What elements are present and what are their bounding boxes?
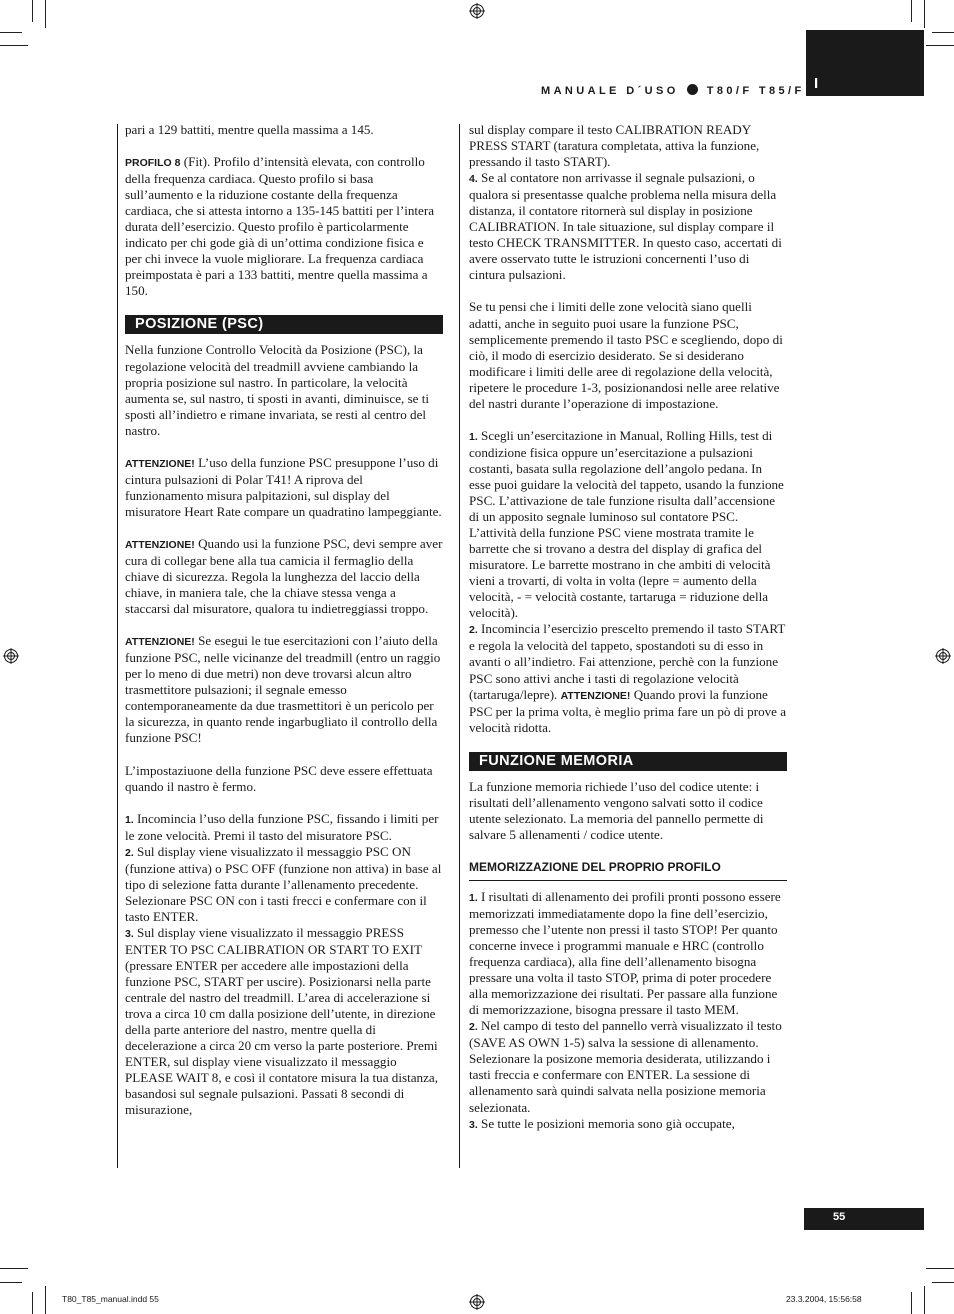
footer-date: 23.3.2004, 15:56:58 — [786, 1294, 862, 1304]
registration-mark-icon — [935, 648, 951, 664]
crop-mark — [932, 1282, 954, 1283]
step-paragraph: 3. Se tutte le posizioni memoria sono già occupate, — [469, 1115, 735, 1131]
warning-label: ATTENZIONE! — [125, 538, 195, 551]
warning-label: ATTENZIONE! — [125, 457, 195, 470]
step-number: 1. — [125, 813, 134, 826]
left-column — [125, 122, 443, 1118]
language-tab — [806, 30, 924, 96]
header-manual-title: MANUALE D´USO — [541, 85, 679, 97]
crop-mark — [932, 32, 954, 33]
paragraph: L’impostaziuone della funzione PSC deve essere effettuata quando il nastro è fermo. — [125, 762, 433, 794]
warning-paragraph: ATTENZIONE! Se esegui le tue esercitazioni con l’aiuto della funzione PSC, nelle vicinanze del treadmill (entro un raggio per lo meno di due metri) non deve trovarsi alcun altro trasmettitore pulsazioni; il segnale emesso contemporaneamente da due trasmettitori è un pericolo per la sicurezza, in quanto rende ingarbugliato il controllo della funzione PSC! — [125, 633, 441, 746]
step-paragraph: 1. Scegli un’esercitazione in Manual, Rolling Hills, test di condizione fisica oppure un’esercitazione a pulsazioni costanti, basata sulla regolazione dell’angolo pedana. In esse puoi guidare la velocità del tappeto, usando la funzione PSC. L’attivazione de tale funzione risulta dall’accensione di un apposito segnale luminoso sul contatore PSC. L’attività della funzione PSC viene mostrata tramite le barrette che si trovano a destra del display di grafica del misuratore. Le barrette mostrano in che ambiti di velocità vieni a trovarti, di volta in volta (lepre = aumento della velocità, - = velocità costante, tartaruga = riduzione della velocità). — [469, 427, 784, 621]
footer-file: T80_T85_manual.indd 55 — [62, 1294, 159, 1304]
step-paragraph: 1. Incomincia l’uso della funzione PSC, fissando i limiti per le zone velocità. Premi il tasto del misuratore PSC. — [125, 810, 439, 843]
paragraph: sul display compare il testo CALIBRATION READY PRESS START (taratura completata, attiva la funzione, pressando il tasto START). — [469, 122, 760, 170]
step-number: 4. — [469, 173, 478, 186]
step-number: 2. — [125, 846, 134, 859]
step-number: 3. — [125, 927, 134, 940]
crop-mark — [0, 32, 22, 33]
paragraph: La funzione memoria richiede l’uso del codice utente: i risultati dell’allenamento vengono salvati sotto il codice utente selezionato. La memoria del pannello permette di salvare 5 allenamenti / codice utente. — [469, 778, 764, 842]
crop-mark — [926, 45, 954, 46]
step-number: 1. — [469, 891, 478, 904]
step-number: 2. — [469, 1021, 478, 1034]
crop-mark — [32, 0, 33, 22]
registration-mark-icon — [469, 1294, 485, 1310]
section-heading-psc: POSIZIONE (PSC) — [125, 315, 443, 334]
crop-mark — [911, 0, 912, 22]
step-number: 3. — [469, 1118, 478, 1131]
column-rule — [117, 124, 118, 1168]
paragraph: Nella funzione Controllo Velocità da Posizione (PSC), la regolazione velocità del treadmill avviene cambiando la propria posizione sul nastro. In particolare, la velocità aumenta se, sul nastro, ti sposti in avanti, diminuisce, se ti sposti all’indietro e rimane invariata, se resti al centro del nastro. — [125, 342, 430, 438]
crop-mark — [32, 1292, 33, 1314]
column-rule — [459, 124, 460, 1168]
crop-mark — [0, 1268, 28, 1269]
paragraph: pari a 129 battiti, mentre quella massima a 145. — [125, 122, 374, 137]
crop-mark — [911, 1292, 912, 1314]
registration-mark-icon — [3, 648, 19, 664]
step-paragraph: 2. Incomincia l’esercizio prescelto premendo il tasto START e regola la velocità del tappeto, spostandoti su di esso in avanti o all’indietro. Fai attenzione, perchè con la funzione PSC sono attivi anche i tasti di regolazione velocità (tartaruga/lepre). ATTENZIONE! Quando provi la funzione PSC per la prima volta, è meglio prima fare un pò di prove a velocità ridotta. — [469, 621, 787, 735]
page-number-box — [804, 1208, 924, 1230]
step-paragraph: 2. Nel campo di testo del pannello verrà visualizzato il testo (SAVE AS OWN 1-5) salva la sessione di allenamento. Selezionare la posizone memoria desiderata, utilizzando i tasti freccia e confermare con ENTER. La sessione di allenamento sarà quindi salvata nella posizione memoria selezionata. — [469, 1018, 782, 1115]
subheading-memorizzazione: MEMORIZZAZIONE DEL PROPRIO PROFILO — [469, 859, 787, 881]
crop-mark — [924, 0, 925, 28]
warning-paragraph: ATTENZIONE! L’uso della funzione PSC presuppone l’uso di cintura pulsazioni di Polar T41! A riprova del funzionamento misura palpitazioni, sul display del misuratore Heart Rate compare un quadratino lampeggiante. — [125, 454, 442, 519]
step-paragraph: 1. I risultati di allenamento dei profili pronti possono essere memorizzati immediatamente dopo la fine dell’esercizio, premesso che l’utente non pressi il tasto STOP! Per quanto concerne invece i programmi manuale e HRC (controllo frequenza cardiaca), alla fine dell’allenamento bisogna pressare una volta il tasto STOP, prima di poter procedere alla memorizzazione dei risultati. Per passare alla funzione di memorizzazione, bisogna pressare il tasto MEM. — [469, 888, 781, 1018]
running-header — [541, 84, 805, 97]
crop-mark — [45, 1286, 46, 1314]
registration-mark-icon — [469, 3, 485, 19]
language-tab-letter: I — [814, 75, 819, 92]
bullet-icon — [687, 84, 698, 95]
page-number: 55 — [833, 1211, 846, 1223]
warning-label: ATTENZIONE! — [560, 689, 631, 702]
header-models: T80/F T85/F — [706, 85, 805, 97]
warning-label: ATTENZIONE! — [125, 636, 195, 649]
step-number: 1. — [469, 430, 478, 443]
warning-paragraph: ATTENZIONE! Quando usi la funzione PSC, devi sempre aver cura di collegar bene alla tua camicia il fermaglio della chiave di sicurezza. Regola la lunghezza del laccio della chiave, in maniera tale, che la chiave stessa venga a staccarsi dal misuratore, qualora tu indietreggiassi troppo. — [125, 535, 443, 617]
crop-mark — [0, 1282, 22, 1283]
profile-label: PROFILO 8 — [125, 157, 181, 170]
crop-mark — [924, 1286, 925, 1314]
crop-mark — [45, 0, 46, 28]
right-column — [469, 122, 787, 1133]
step-paragraph: 2. Sul display viene visualizzato il messaggio PSC ON (funzione attiva) o PSC OFF (funzione non attiva) in base al tipo di selezione fatta durante l’allenamento precedente. Selezionare PSC ON con i tasti frecci e confermare con il tasto ENTER. — [125, 843, 442, 924]
crop-mark — [0, 45, 28, 46]
section-heading-memoria: FUNZIONE MEMORIA — [469, 752, 787, 771]
crop-mark — [926, 1268, 954, 1269]
paragraph-profilo-8: PROFILO 8 (Fit). Profilo d’intensità elevata, con controllo della frequenza cardiaca. Questo profilo si basa sull’aumento e la riduzione costante della frequenza cardiaca, che si attesta intorno a 135-145 battiti per l’intera durata dell’esercizio. Questo profilo è particolarmente indicato per chi gode già di un’ottima condizione fisica e per chi invece la vuole migliorare. La frequenza cardiaca preimpostata è pari a 133 battiti, mentre quella massima a 150. — [125, 154, 435, 299]
paragraph: Se tu pensi che i limiti delle zone velocità siano quelli adatti, anche in seguito puoi usare la funzione PSC, semplicemente premendo il tasto PSC e scegliendo, dopo di ciò, il modo di esercizio desiderato. Se si desiderano modificare i limiti delle aree di regolazione della velocità, ripetere le procedure 1-3, posizionandosi nelle aree relative del nastri durante l’operazione di impostazione. — [469, 299, 783, 411]
step-paragraph: 4. Se al contatore non arrivasse il segnale pulsazioni, o qualora si presentasse qualche problema nella misura della distanza, il contatore ritornerà sul display in posizione CALIBRATION. In tale situazione, sul display compare il testo CHECK TRANSMITTER. In questo caso, accertati di avere osservato tutte le istruzioni concernenti l’uso di cintura pulsazioni. — [469, 170, 782, 283]
step-paragraph: 3. Sul display viene visualizzato il messaggio PRESS ENTER TO PSC CALIBRATION OR START TO EXIT (pressare ENTER per accedere alle impostazioni della funzione PSC, START per uscire). Posizionarsi nella parte centrale del nastro del treadmill. L’area di accelerazione si trova a circa 10 cm dalla posizione dell’utente, in direzione della parte anteriore del nastro, mentre quella di decelerazione a circa 20 cm verso la parte posteriore. Premi ENTER, sul display viene visualizzato il messaggio PLEASE WAIT 8, e così il contatore misura la tua distanza, basandosi sul segnale pulsazioni. Passati 8 secondi di misurazione, — [125, 924, 438, 1118]
step-number: 2. — [469, 624, 478, 637]
